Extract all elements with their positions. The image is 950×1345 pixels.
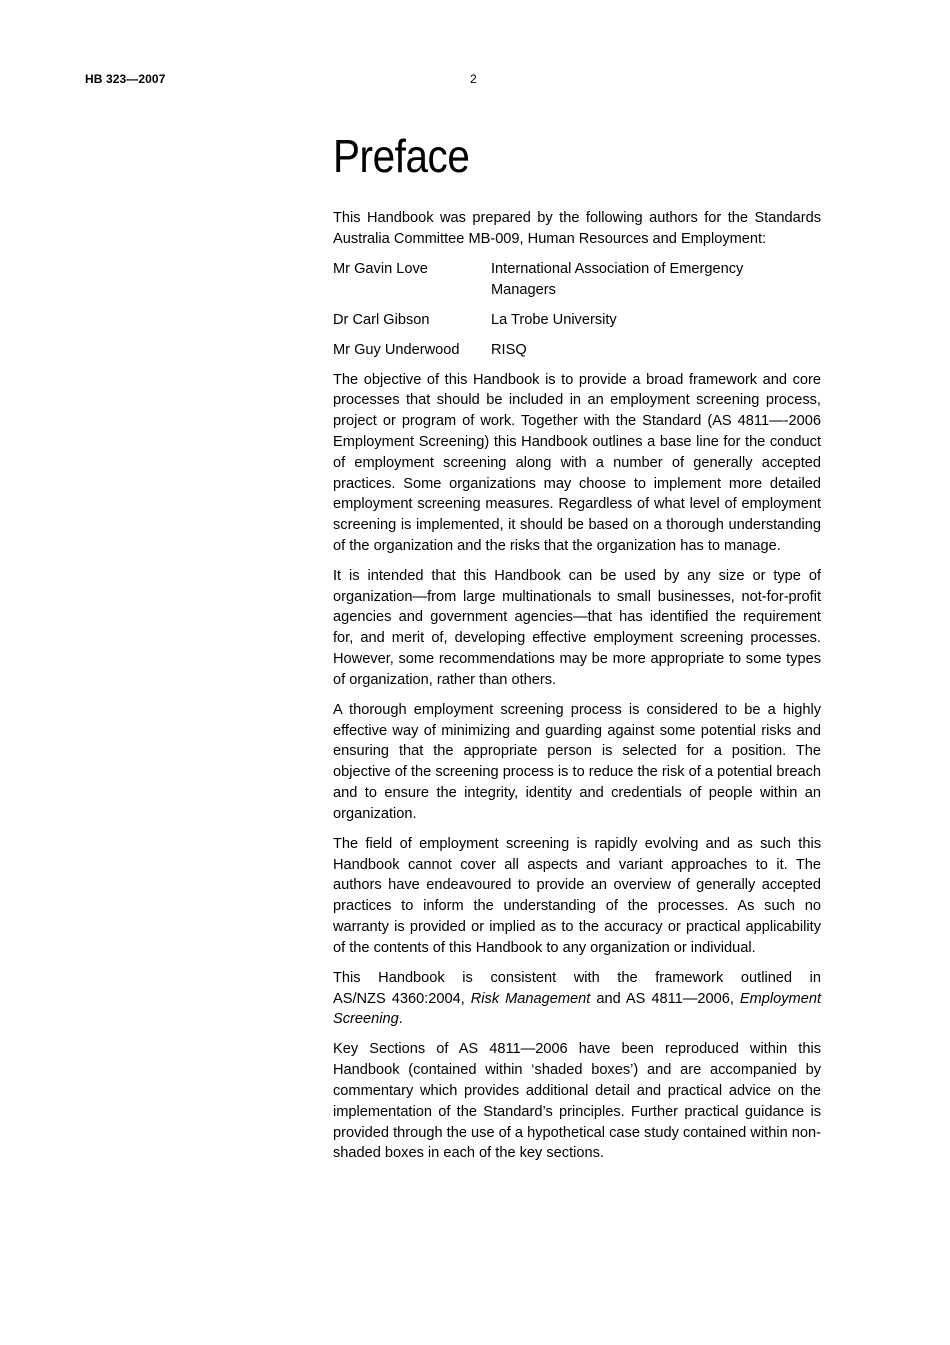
objective-paragraph: The objective of this Handbook is to provide a broad framework and core processes that should be included in an employment screening process, project or program of work. Together with the Standard (AS 4811—-2006 Employment Screening) this Handbook outlines a base line for the conduct of employment screening along with a number of generally accepted practices. Some organizations may choose to implement more detailed employment screening measures. Regardless of what level of employment screening is implemented, it should be based on a thorough understanding of the organization and the risks that the organization has to manage.	[333, 371, 821, 554]
page-title: Preface	[333, 130, 470, 182]
author-row	[333, 310, 821, 331]
author-row	[333, 259, 821, 301]
author-row	[333, 340, 821, 361]
employment-screening-reference: Employment Screening	[333, 990, 821, 1028]
consistency-lead: This Handbook is consistent with the framework outlined in AS/NZS 4360:2004,	[333, 969, 821, 1007]
consistency-tail: .	[398, 1011, 403, 1028]
author-organization: La Trobe University	[491, 311, 617, 328]
intro-paragraph: This Handbook was prepared by the following authors for the Standards Australia Committee MB-009, Human Resources and Employment:	[333, 210, 821, 247]
author-organization: RISQ	[491, 341, 527, 358]
author-organization: International Association of Emergency Managers	[491, 260, 744, 298]
author-name: Mr Gavin Love	[333, 260, 428, 277]
document-code: HB 323—2007	[85, 72, 166, 86]
consistency-mid: and AS 4811—2006,	[590, 990, 740, 1007]
page-number: 2	[470, 72, 477, 86]
disclaimer-paragraph: The field of employment screening is rapidly evolving and as such this Handbook cannot cover all aspects and variant approaches to it. The authors have endeavoured to provide an overview of generally accepted practices to inform the understanding of the processes. As such no warranty is provided or implied as to the accuracy or practical applicability of the contents of this Handbook to any organization or individual.	[333, 835, 821, 956]
risk-management-reference: Risk Management	[470, 990, 591, 1007]
consistency-paragraph	[333, 968, 821, 1030]
screening-paragraph: A thorough employment screening process is considered to be a highly effective way of minimizing and guarding against some potential risks and ensuring that the appropriate person is selected for a position. The objective of the screening process is to reduce the risk of a potential breach and to ensure the integrity, identity and credentials of people within an organization.	[333, 701, 821, 822]
author-name: Mr Guy Underwood	[333, 341, 460, 358]
preface-section	[333, 128, 821, 1173]
closing-paragraph: Key Sections of AS 4811—2006 have been reproduced within this Handbook (contained within ‘shaded boxes’) and are accompanied by commentary which provides additional detail and practical advice on the implementation of the Standard’s principles. Further practical guidance is provided through the use of a hypothetical case study contained within non-shaded boxes in each of the key sections.	[333, 1041, 821, 1162]
author-name: Dr Carl Gibson	[333, 311, 430, 328]
audience-paragraph: It is intended that this Handbook can be used by any size or type of organization—from large multinationals to small businesses, not-for-profit agencies and government agencies—that has identified the requirement for, and merit of, developing effective employment screening processes. However, some recommendations may be more appropriate to some types of organization, rather than others.	[333, 567, 821, 688]
